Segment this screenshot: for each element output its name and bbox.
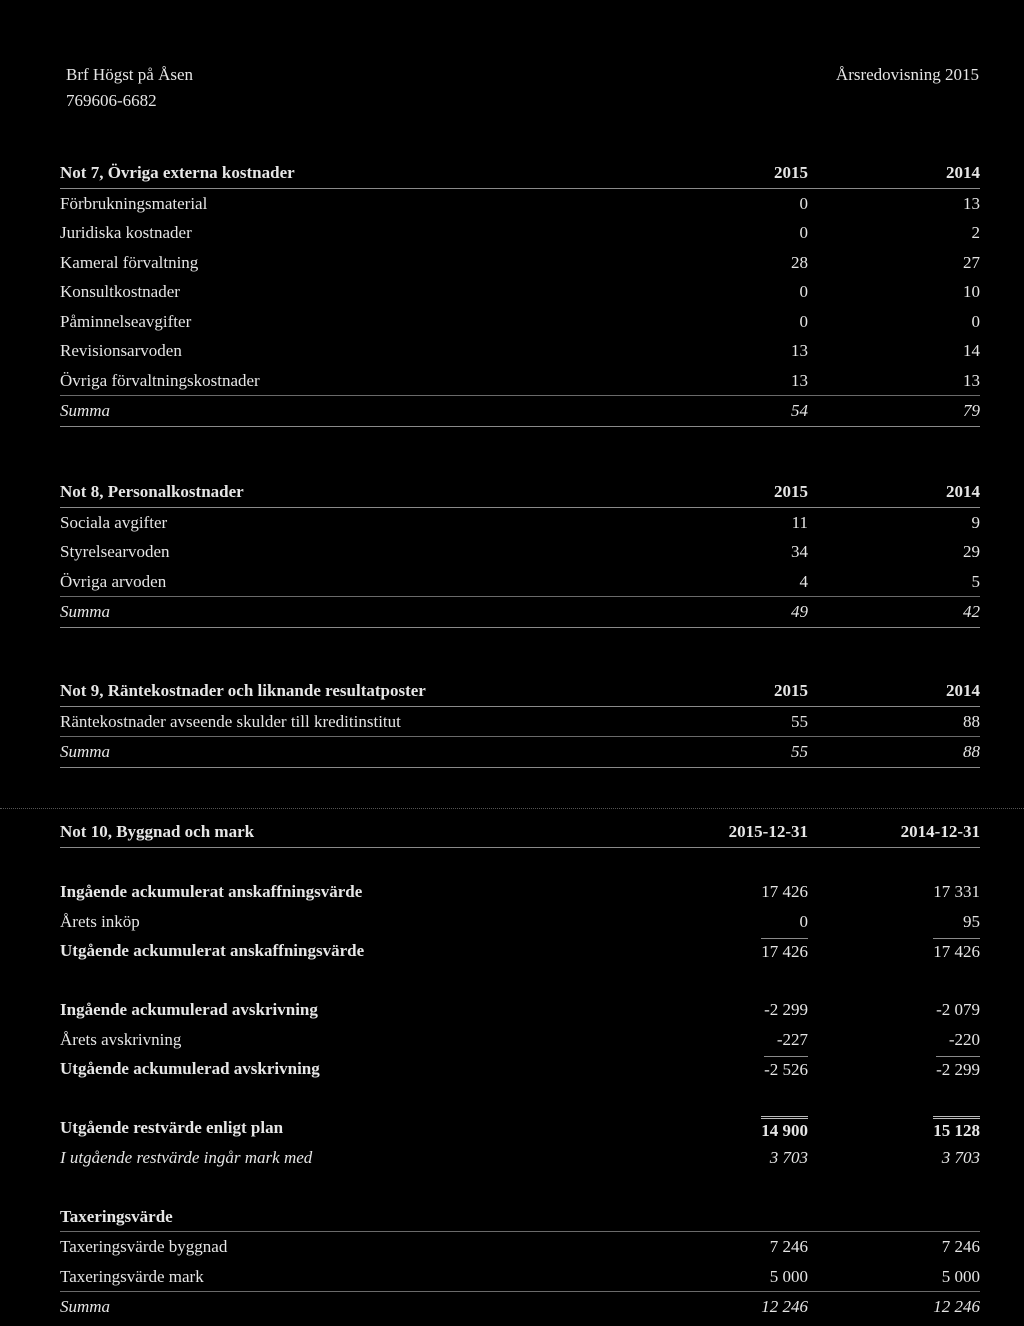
table-row xyxy=(60,877,980,907)
row-label: Taxeringsvärde byggnad xyxy=(60,1237,228,1256)
row-label: Styrelsearvoden xyxy=(60,542,170,561)
value-2015: 34 xyxy=(791,542,808,561)
value-2014: 17 331 xyxy=(933,882,980,901)
table-row xyxy=(60,336,980,366)
sum-label: Summa xyxy=(60,1297,111,1316)
value-2014: 5 xyxy=(971,571,980,591)
table-row xyxy=(60,218,980,248)
sum-2015: 12 246 xyxy=(761,1297,808,1316)
value-2014: -2 079 xyxy=(936,1000,980,1019)
col-2014-header: 2014 xyxy=(946,681,980,700)
sum-2015: 55 xyxy=(791,742,808,761)
value-2014: 27 xyxy=(963,252,980,272)
sum-row xyxy=(60,597,980,628)
table-row xyxy=(60,307,980,337)
note-title: Not 10, Byggnad och mark xyxy=(60,822,255,841)
sum-2014: 12 246 xyxy=(933,1297,980,1316)
value-2014: 13 xyxy=(963,370,980,390)
value-2014: 15 128 xyxy=(933,1116,980,1143)
value-2014: -220 xyxy=(948,1029,980,1049)
value-2015: 0 xyxy=(799,282,808,301)
row-label: Sociala avgifter xyxy=(60,512,168,532)
note-title: Not 8, Personalkostnader xyxy=(60,482,244,501)
value-2015: 13 xyxy=(791,370,808,390)
dotted-separator xyxy=(0,808,1024,809)
value-2015: 5 000 xyxy=(769,1266,808,1286)
value-2015: -2 299 xyxy=(764,1000,808,1019)
table-row xyxy=(60,366,980,397)
row-label: Övriga arvoden xyxy=(60,571,167,591)
value-2014: 17 426 xyxy=(933,938,980,965)
note-7 xyxy=(60,158,980,427)
row-label: Ingående ackumulerad avskrivning xyxy=(60,1000,318,1019)
value-2014: 88 xyxy=(963,711,980,731)
row-label: Utgående restvärde enligt plan xyxy=(60,1118,284,1137)
note-10 xyxy=(60,817,980,1322)
value-2015: 55 xyxy=(791,711,808,731)
row-label: Förbrukningsmaterial xyxy=(60,193,208,213)
table-row xyxy=(60,1113,980,1143)
row-label: Räntekostnader avseende skulder till kreditinstitut xyxy=(60,711,401,731)
value-2014: 3 703 xyxy=(941,1147,980,1167)
value-2015: -227 xyxy=(776,1029,808,1049)
value-2014: 7 246 xyxy=(941,1237,980,1256)
sum-2015: 49 xyxy=(791,602,808,621)
note-8 xyxy=(60,477,980,628)
sum-2014: 42 xyxy=(963,602,980,621)
document-header-right xyxy=(836,62,979,88)
note-title: Not 7, Övriga externa kostnader xyxy=(60,163,295,182)
col-2015-header: 2015 xyxy=(774,681,808,700)
row-label: Taxeringsvärde mark xyxy=(60,1266,204,1286)
value-2015: -2 526 xyxy=(764,1056,808,1083)
row-label: Ingående ackumulerat anskaffningsvärde xyxy=(60,882,363,901)
sum-row xyxy=(60,1292,980,1322)
doc-title: Årsredovisning 2015 xyxy=(835,65,979,84)
sum-label: Summa xyxy=(60,742,111,761)
row-label: Årets avskrivning xyxy=(60,1029,182,1049)
value-2014: 14 xyxy=(963,341,980,360)
value-2014: 95 xyxy=(963,911,980,931)
col-2014-header: 2014-12-31 xyxy=(900,822,980,841)
note-title-row xyxy=(60,817,980,848)
table-row xyxy=(60,936,980,966)
table-row xyxy=(60,1262,980,1293)
org-name: Brf Högst på Åsen xyxy=(66,65,194,84)
value-2015: 0 xyxy=(799,223,808,242)
row-label: I utgående restvärde ingår mark med xyxy=(60,1147,313,1167)
table-row xyxy=(60,277,980,307)
value-2014: -2 299 xyxy=(936,1056,980,1083)
col-2015-header: 2015 xyxy=(774,482,808,501)
row-label: Utgående ackumulerad avskrivning xyxy=(60,1059,320,1078)
value-2014: 9 xyxy=(971,512,980,532)
row-label: Påminnelseavgifter xyxy=(60,311,192,331)
value-2014: 10 xyxy=(963,282,980,301)
table-row xyxy=(60,707,980,738)
org-number: 769606-6682 xyxy=(66,91,157,110)
sum-row xyxy=(60,396,980,427)
row-label: Kameral förvaltning xyxy=(60,252,199,272)
col-2014-header: 2014 xyxy=(946,482,980,501)
value-2015: 4 xyxy=(799,571,808,591)
sum-row xyxy=(60,737,980,768)
value-2015: 0 xyxy=(799,911,808,931)
table-row xyxy=(60,1054,980,1084)
note-title-row xyxy=(60,676,980,707)
row-label: Revisionsarvoden xyxy=(60,341,182,360)
row-label: Konsultkostnader xyxy=(60,282,180,301)
value-2015: 0 xyxy=(799,311,808,331)
value-2014: 29 xyxy=(963,542,980,561)
value-2015: 11 xyxy=(791,512,808,532)
table-row xyxy=(60,537,980,567)
table-row xyxy=(60,1143,980,1173)
value-2015: 17 426 xyxy=(761,938,808,965)
table-row xyxy=(60,995,980,1025)
table-row xyxy=(60,248,980,278)
row-label: Årets inköp xyxy=(60,911,140,931)
section-title-row xyxy=(60,1202,980,1233)
section-title: Taxeringsvärde xyxy=(60,1206,173,1226)
note-title-row xyxy=(60,158,980,189)
value-2015: 3 703 xyxy=(769,1147,808,1167)
value-2015: 17 426 xyxy=(761,882,808,901)
value-2015: 7 246 xyxy=(769,1237,808,1256)
col-2014-header: 2014 xyxy=(946,163,980,182)
value-2015: 13 xyxy=(791,341,808,360)
value-2014: 0 xyxy=(971,311,980,331)
sum-label: Summa xyxy=(60,401,111,420)
table-row xyxy=(60,567,980,598)
note-title-row xyxy=(60,477,980,508)
table-row xyxy=(60,1232,980,1262)
note-9 xyxy=(60,676,980,768)
value-2014: 13 xyxy=(963,193,980,213)
value-2015: 0 xyxy=(799,193,808,213)
row-label: Övriga förvaltningskostnader xyxy=(60,370,260,390)
col-2015-header: 2015-12-31 xyxy=(728,822,808,841)
col-2015-header: 2015 xyxy=(774,163,808,182)
value-2014: 5 000 xyxy=(941,1266,980,1286)
table-row xyxy=(60,508,980,538)
row-label: Juridiska kostnader xyxy=(60,223,192,242)
table-row xyxy=(60,189,980,219)
row-label: Utgående ackumulerat anskaffningsvärde xyxy=(60,941,365,960)
sum-2014: 88 xyxy=(963,742,980,761)
value-2015: 28 xyxy=(791,252,808,272)
table-row xyxy=(60,1025,980,1055)
value-2015: 14 900 xyxy=(761,1116,808,1143)
sum-2014: 79 xyxy=(963,401,980,420)
note-title: Not 9, Räntekostnader och liknande resultatposter xyxy=(60,681,426,700)
document-header-left xyxy=(66,62,193,114)
sum-label: Summa xyxy=(60,602,111,621)
table-row xyxy=(60,907,980,937)
value-2014: 2 xyxy=(971,223,980,242)
sum-2015: 54 xyxy=(791,401,808,420)
